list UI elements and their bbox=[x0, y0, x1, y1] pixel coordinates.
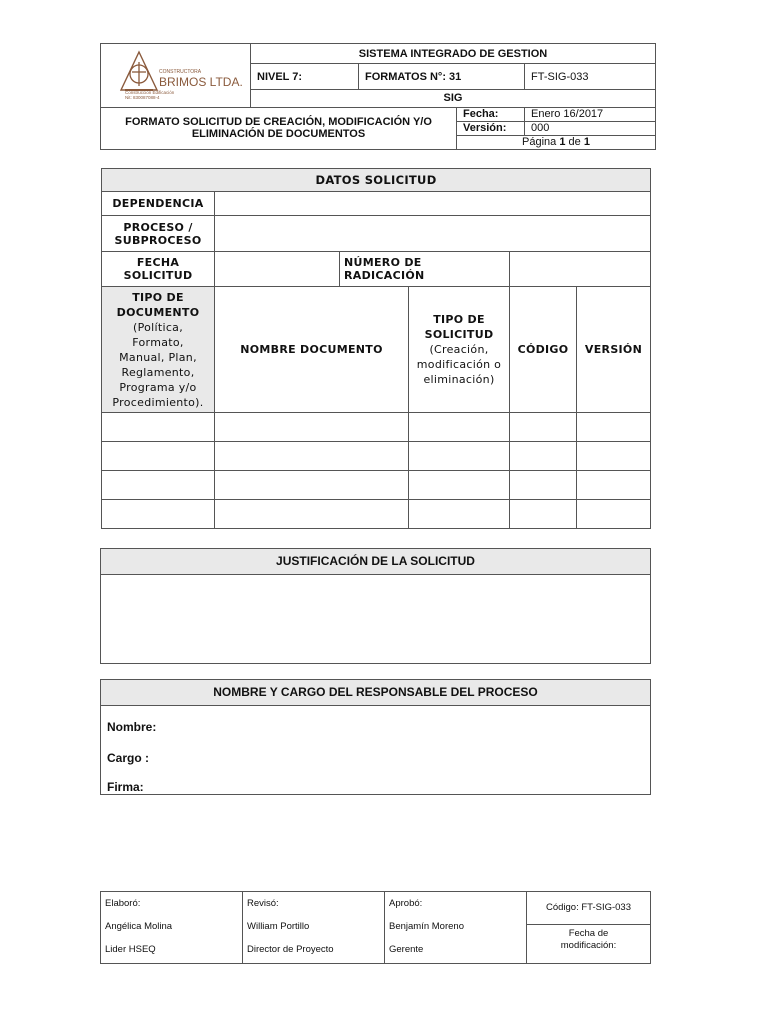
company-subtitle: Construcción Edificación bbox=[125, 90, 175, 96]
table-cell[interactable] bbox=[215, 442, 409, 471]
table-cell[interactable] bbox=[409, 413, 510, 442]
table-cell[interactable] bbox=[215, 471, 409, 500]
table-cell[interactable] bbox=[215, 500, 409, 529]
reviso-role: Director de Proyecto bbox=[247, 944, 334, 955]
codigo-cell bbox=[527, 892, 651, 964]
table-row bbox=[102, 413, 651, 442]
fecha-solicitud-line1: FECHA bbox=[136, 256, 180, 269]
page-word: Página bbox=[522, 136, 557, 149]
version-value: 000 bbox=[525, 121, 656, 135]
tipo-solicitud-line2: SOLICITUD bbox=[424, 328, 494, 341]
aprobo-cell bbox=[385, 892, 527, 964]
document-title-line1: FORMATO SOLICITUD DE CREACIÓN, MODIFICACIÓN Y/O bbox=[125, 116, 432, 129]
proceso-label-line1: PROCESO / bbox=[123, 220, 193, 234]
nombre-documento-header: NOMBRE DOCUMENTO bbox=[215, 287, 409, 413]
table-cell[interactable] bbox=[510, 413, 577, 442]
justificacion-field[interactable] bbox=[100, 574, 651, 664]
reviso-cell bbox=[243, 892, 385, 964]
aprobo-role: Gerente bbox=[389, 944, 424, 955]
fecha-solicitud-field[interactable] bbox=[215, 252, 340, 287]
proceso-label bbox=[102, 216, 215, 252]
page-of: de bbox=[568, 136, 581, 149]
table-cell[interactable] bbox=[102, 442, 215, 471]
elaboro-label: Elaboró: bbox=[105, 898, 141, 909]
fecha-value: Enero 16/2017 bbox=[525, 107, 656, 121]
table-cell[interactable] bbox=[577, 413, 651, 442]
version-label: Versión: bbox=[457, 121, 525, 135]
document-title bbox=[101, 107, 457, 149]
tipo-documento-line4: Formato, bbox=[132, 335, 184, 349]
elaboro-name: Angélica Molina bbox=[105, 921, 173, 932]
table-cell[interactable] bbox=[409, 442, 510, 471]
dependencia-label: DEPENDENCIA bbox=[102, 192, 215, 216]
numero-radicacion-line2: RADICACIÓN bbox=[344, 269, 425, 282]
proceso-field[interactable] bbox=[215, 216, 651, 252]
numero-radicacion-label bbox=[340, 252, 510, 287]
sig-label: SIG bbox=[251, 90, 656, 107]
responsable-title: NOMBRE Y CARGO DEL RESPONSABLE DEL PROCESO bbox=[100, 679, 651, 706]
reviso-label: Revisó: bbox=[247, 898, 279, 909]
fecha-label: Fecha: bbox=[457, 107, 525, 121]
approval-footer bbox=[100, 891, 651, 964]
justificacion-title: JUSTIFICACIÓN DE LA SOLICITUD bbox=[100, 548, 651, 575]
fecha-solicitud-line2: SOLICITUD bbox=[123, 269, 193, 282]
cargo-label: Cargo : bbox=[107, 751, 149, 765]
aprobo-name: Benjamín Moreno bbox=[389, 921, 464, 932]
company-nit: Nit: 830087088-4 bbox=[125, 95, 160, 101]
document-title-line2: ELIMINACIÓN DE DOCUMENTOS bbox=[191, 128, 366, 141]
table-cell[interactable] bbox=[510, 471, 577, 500]
fecha-solicitud-label bbox=[102, 252, 215, 287]
fecha-modificacion-line2: modificación: bbox=[560, 940, 617, 951]
company-name: BRIMOS LTDA. bbox=[159, 75, 243, 90]
table-cell[interactable] bbox=[409, 500, 510, 529]
tipo-documento-line3: (Política, bbox=[132, 320, 184, 334]
page-number bbox=[457, 135, 656, 149]
tipo-documento-line5: Manual, Plan, bbox=[119, 350, 197, 364]
datos-solicitud-title: DATOS SOLICITUD bbox=[102, 169, 651, 192]
table-row bbox=[102, 471, 651, 500]
company-line1: CONSTRUCTORA bbox=[159, 69, 202, 76]
codigo-header: CÓDIGO bbox=[510, 287, 577, 413]
tipo-solicitud-line1: TIPO DE bbox=[433, 313, 485, 326]
reviso-name: William Portillo bbox=[247, 921, 310, 932]
tipo-documento-header bbox=[102, 287, 215, 413]
footer-codigo: Código: FT-SIG-033 bbox=[527, 892, 650, 925]
datos-solicitud-table bbox=[101, 168, 651, 529]
formatos-number: FORMATOS N°: 31 bbox=[359, 64, 525, 90]
tipo-documento-line7: Programa y/o bbox=[119, 380, 197, 394]
table-cell[interactable] bbox=[102, 500, 215, 529]
tipo-solicitud-header bbox=[409, 287, 510, 413]
tipo-documento-line1: TIPO DE bbox=[132, 290, 184, 304]
firma-label: Firma: bbox=[107, 780, 144, 794]
tipo-solicitud-line3: (Creación, bbox=[429, 343, 489, 356]
table-cell[interactable] bbox=[510, 500, 577, 529]
elaboro-cell bbox=[101, 892, 243, 964]
nombre-label: Nombre: bbox=[107, 720, 157, 734]
tipo-documento-line8: Procedimiento). bbox=[112, 395, 204, 409]
responsable-section bbox=[100, 705, 651, 795]
format-code: FT-SIG-033 bbox=[525, 64, 656, 90]
table-row bbox=[102, 500, 651, 529]
table-cell[interactable] bbox=[577, 471, 651, 500]
fecha-modificacion-line1: Fecha de bbox=[568, 928, 609, 939]
tipo-documento-line6: Reglamento, bbox=[121, 365, 195, 379]
table-cell[interactable] bbox=[102, 413, 215, 442]
table-row bbox=[102, 442, 651, 471]
dependencia-field[interactable] bbox=[215, 192, 651, 216]
document-header bbox=[100, 43, 656, 150]
tipo-solicitud-line4: modificación o bbox=[416, 358, 502, 371]
table-cell[interactable] bbox=[577, 442, 651, 471]
logo-emblem-icon bbox=[119, 50, 159, 92]
company-logo bbox=[101, 44, 251, 108]
numero-radicacion-field[interactable] bbox=[510, 252, 651, 287]
page-total: 1 bbox=[583, 136, 590, 149]
elaboro-role: Lider HSEQ bbox=[105, 944, 156, 955]
tipo-solicitud-line5: eliminación) bbox=[423, 373, 495, 386]
table-cell[interactable] bbox=[102, 471, 215, 500]
table-cell[interactable] bbox=[409, 471, 510, 500]
proceso-label-line2: SUBPROCESO bbox=[114, 233, 202, 247]
nivel-label: NIVEL 7: bbox=[251, 64, 359, 90]
table-cell[interactable] bbox=[510, 442, 577, 471]
version-header: VERSIÓN bbox=[577, 287, 651, 413]
page-current: 1 bbox=[559, 136, 566, 149]
table-cell[interactable] bbox=[215, 413, 409, 442]
numero-radicacion-line1: NÚMERO DE bbox=[344, 256, 422, 269]
table-cell[interactable] bbox=[577, 500, 651, 529]
system-title: SISTEMA INTEGRADO DE GESTION bbox=[251, 44, 656, 64]
aprobo-label: Aprobó: bbox=[389, 898, 423, 909]
tipo-documento-line2: DOCUMENTO bbox=[116, 305, 200, 319]
